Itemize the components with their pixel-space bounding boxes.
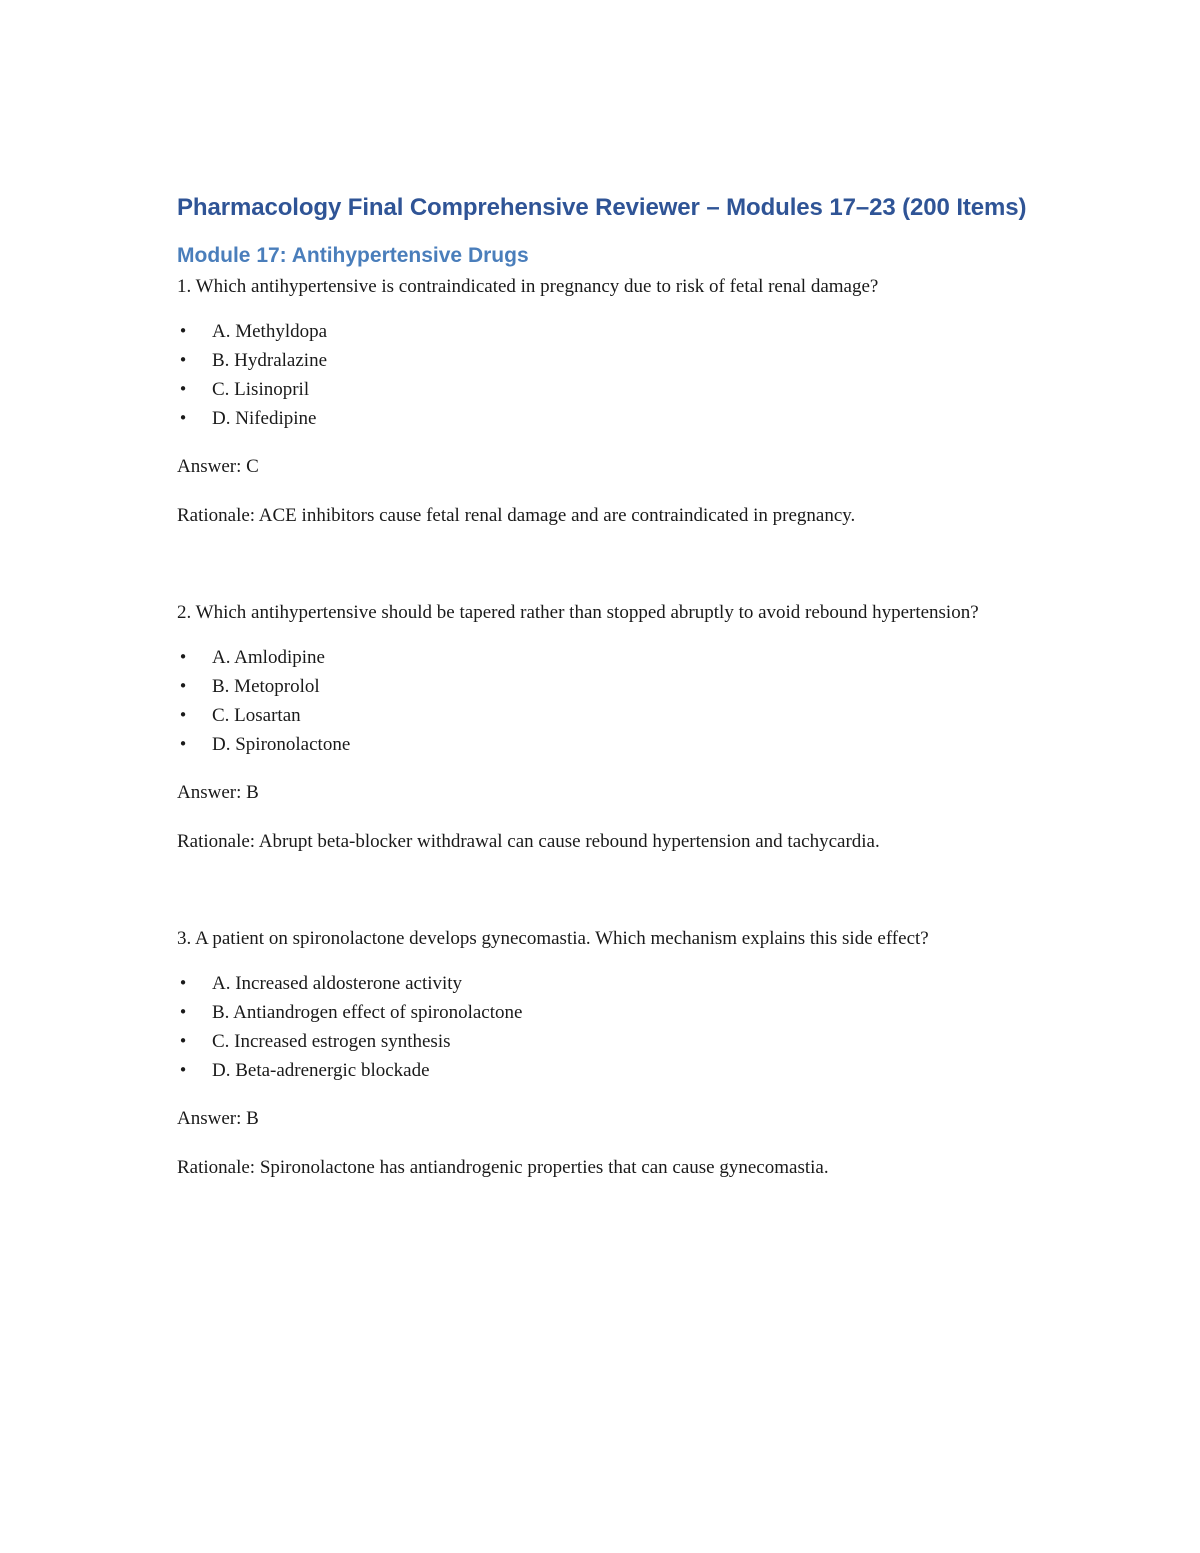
- bullet-icon: •: [178, 706, 188, 724]
- option-label: D. Nifedipine: [212, 408, 317, 429]
- option-item: [177, 643, 1027, 672]
- option-label: A. Methyldopa: [212, 321, 328, 342]
- option-label: D. Spironolactone: [212, 734, 351, 755]
- module-heading: Module 17: Antihypertensive Drugs: [177, 244, 529, 267]
- option-label: A. Increased aldosterone activity: [212, 973, 463, 994]
- answer-text-3: Answer: B: [177, 1108, 259, 1129]
- option-item: [177, 1027, 1027, 1056]
- rationale-text-3: Rationale: Spironolactone has antiandrogenic properties that can cause gynecomastia.: [177, 1157, 829, 1178]
- question-text-3: 3. A patient on spironolactone develops gynecomastia. Which mechanism explains this side effect?: [177, 928, 929, 949]
- option-label: C. Lisinopril: [212, 379, 310, 400]
- option-label: B. Antiandrogen effect of spironolactone: [212, 1002, 523, 1023]
- bullet-icon: •: [178, 974, 188, 992]
- option-item: [177, 969, 1027, 998]
- question-text-2: 2. Which antihypertensive should be tapered rather than stopped abruptly to avoid rebound hypertension?: [177, 602, 979, 623]
- option-item: [177, 701, 1027, 730]
- option-label: C. Increased estrogen synthesis: [212, 1031, 451, 1052]
- option-list-2: [177, 643, 1027, 759]
- bullet-icon: •: [178, 322, 188, 340]
- question-block-1: [177, 272, 1027, 530]
- option-item: [177, 317, 1027, 346]
- answer-text-1: Answer: C: [177, 456, 259, 477]
- bullet-icon: •: [178, 648, 188, 666]
- option-label: B. Metoprolol: [212, 676, 320, 697]
- option-item: [177, 672, 1027, 701]
- document-content: [177, 188, 1027, 1182]
- rationale-text-2: Rationale: Abrupt beta-blocker withdrawal can cause rebound hypertension and tachycardia.: [177, 831, 880, 852]
- option-item: [177, 375, 1027, 404]
- option-label: B. Hydralazine: [212, 350, 328, 371]
- bullet-icon: •: [178, 735, 188, 753]
- bullet-icon: •: [178, 1061, 188, 1079]
- bullet-icon: •: [178, 1032, 188, 1050]
- option-label: A. Amlodipine: [212, 647, 325, 668]
- question-text-1: 1. Which antihypertensive is contraindicated in pregnancy due to risk of fetal renal damage?: [177, 276, 879, 297]
- answer-text-2: Answer: B: [177, 782, 259, 803]
- spacer: [177, 856, 1027, 924]
- option-item: [177, 730, 1027, 759]
- bullet-icon: •: [178, 677, 188, 695]
- option-item: [177, 998, 1027, 1027]
- rationale-text-1: Rationale: ACE inhibitors cause fetal renal damage and are contraindicated in pregnancy.: [177, 505, 856, 526]
- option-label: C. Losartan: [212, 705, 301, 726]
- question-block-2: [177, 598, 1027, 856]
- bullet-icon: •: [178, 1003, 188, 1021]
- option-label: D. Beta-adrenergic blockade: [212, 1060, 430, 1081]
- option-list-3: [177, 969, 1027, 1085]
- bullet-icon: •: [178, 380, 188, 398]
- option-list-1: [177, 317, 1027, 433]
- option-item: [177, 1056, 1027, 1085]
- bullet-icon: •: [178, 351, 188, 369]
- bullet-icon: •: [178, 409, 188, 427]
- option-item: [177, 346, 1027, 375]
- question-block-3: [177, 924, 1027, 1182]
- option-item: [177, 404, 1027, 433]
- document-title: Pharmacology Final Comprehensive Reviewer – Modules 17–23 (200 Items): [177, 194, 1027, 221]
- spacer: [177, 530, 1027, 598]
